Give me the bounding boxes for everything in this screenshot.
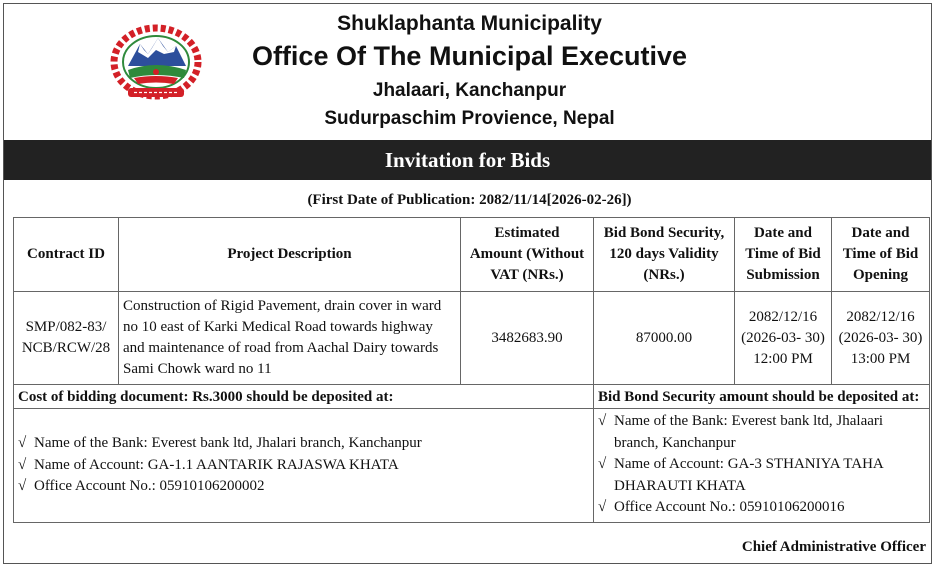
list-item	[598, 454, 925, 497]
list-item-text: Name of Account: GA-1.1 AANTARIK RAJASWA KHATA	[34, 456, 399, 473]
cost-document-label: Cost of bidding document: Rs.3000 should be deposited at:	[14, 385, 594, 409]
header-line: Time of Bid	[745, 246, 821, 262]
header-line: VAT (NRs.)	[490, 267, 564, 283]
check-icon: √	[18, 435, 27, 451]
province-name: Sudurpaschim Provience, Nepal	[324, 108, 615, 129]
cell-submission	[735, 292, 832, 385]
check-icon: √	[598, 456, 607, 472]
list-item-text: Name of Account: GA-3 STHANIYA TAHA	[614, 456, 884, 472]
list-item	[18, 476, 589, 498]
list-item-text: Name of the Bank: Everest bank ltd, Jhalaari	[614, 413, 884, 429]
office-location: Jhalaari, Kanchanpur	[372, 80, 567, 101]
cell-line: 2082/12/16	[846, 308, 915, 325]
cell-line: no 10 east of Karki Medical Road towards highway	[123, 319, 433, 335]
list-item-text: DHARAUTI KHATA	[614, 477, 746, 494]
list-item	[598, 497, 925, 519]
header-line: Date and	[754, 225, 812, 241]
list-item-text: Office Account No.: 05910106200016	[614, 499, 845, 515]
check-icon: √	[18, 478, 27, 494]
cell-opening	[832, 292, 930, 385]
header-line: Estimated	[494, 225, 560, 241]
bank-details-row	[14, 409, 930, 523]
deposit-heading-row	[14, 385, 930, 409]
cell-contract-id	[14, 292, 119, 385]
cell-line: Construction of Rigid Pavement, drain cover in ward	[123, 298, 442, 314]
bid-bond-deposit-label: Bid Bond Security amount should be deposited at:	[594, 385, 930, 409]
bids-table	[13, 217, 930, 523]
header-estimated-amount	[461, 218, 594, 292]
cell-estimated-amount: 3482683.90	[461, 292, 594, 385]
header-opening	[832, 218, 930, 292]
table-header-row	[14, 218, 930, 292]
left-bank-details	[14, 409, 594, 523]
check-icon: √	[598, 499, 607, 515]
cell-line: SMP/082-83/	[25, 319, 107, 335]
list-item	[18, 455, 589, 477]
cell-line: 2082/12/16	[748, 308, 818, 325]
cell-line: (2026-03- 30)	[741, 329, 825, 346]
list-item-text: Office Account No.: 05910106200002	[34, 478, 265, 494]
publication-date: (First Date of Publication: 2082/11/14[2026-02-26])	[307, 192, 632, 208]
check-icon: √	[18, 456, 27, 473]
list-item-text: Name of the Bank: Everest bank ltd, Jhalari branch, Kanchanpur	[34, 435, 422, 451]
signoff: Chief Administrative Officer	[741, 539, 926, 555]
page-title: Invitation for Bids	[4, 140, 931, 180]
header-contract-id: Contract ID	[14, 218, 119, 292]
header-line: Date and	[851, 225, 910, 241]
list-item	[598, 411, 925, 454]
list-item-text: branch, Kanchanpur	[614, 434, 736, 451]
header-line: Time of Bid	[842, 246, 919, 262]
cell-line: NCB/RCW/28	[21, 340, 111, 356]
header-line: Amount (Without	[469, 246, 585, 262]
list-item	[18, 433, 589, 455]
header-line: Opening	[852, 267, 909, 283]
header-project-description: Project Description	[119, 218, 461, 292]
header-line: (NRs.)	[643, 267, 685, 283]
table-row	[14, 292, 930, 385]
check-icon: √	[598, 413, 607, 429]
cell-line: 12:00 PM	[753, 350, 813, 367]
right-bank-details	[594, 409, 930, 523]
cell-line: 13:00 PM	[850, 350, 911, 367]
cell-line: Sami Chowk ward no 11	[123, 361, 272, 377]
header-line: 120 days Validity	[609, 246, 719, 262]
cell-bid-bond: 87000.00	[594, 292, 735, 385]
cell-line: (2026-03- 30)	[838, 329, 923, 346]
header-submission	[735, 218, 832, 292]
cell-line: and maintenance of road from Aachal Dairy towards	[123, 340, 439, 356]
header-bid-bond	[594, 218, 735, 292]
header-line: Bid Bond Security,	[603, 225, 725, 241]
municipality-name: Shuklaphanta Municipality	[337, 12, 602, 35]
cell-project-description	[119, 292, 461, 385]
header-line: Submission	[746, 267, 820, 283]
office-title: Office Of The Municipal Executive	[251, 41, 688, 71]
